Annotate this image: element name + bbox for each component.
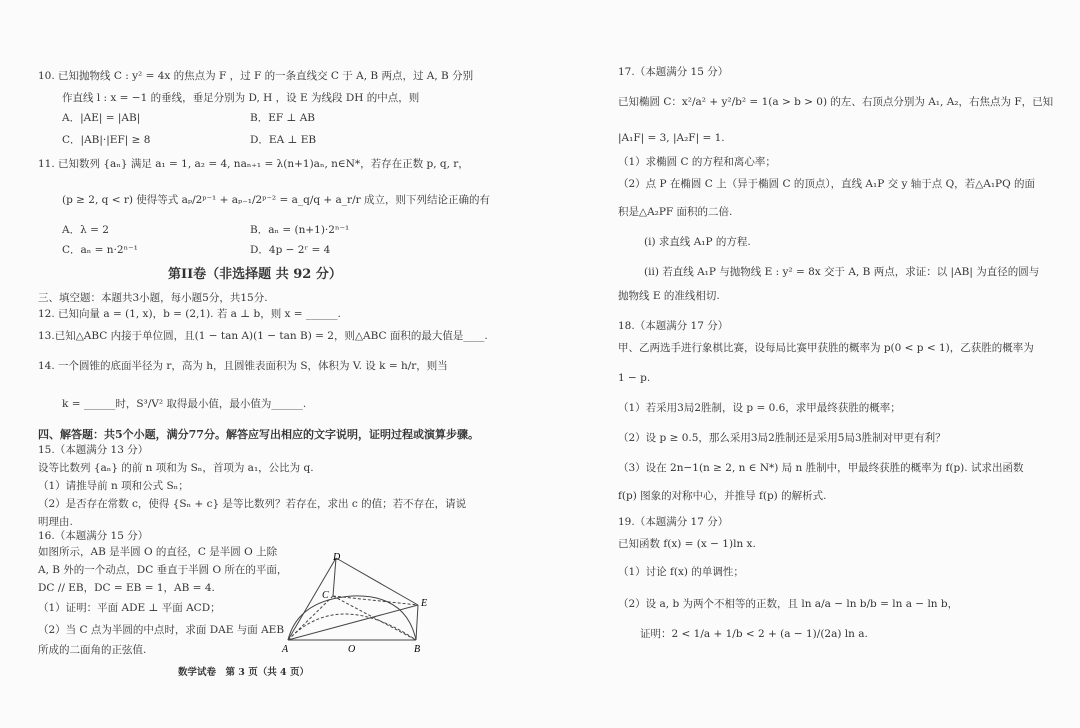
q17-line-1: 已知椭圆 C：x²/a² + y²/b² = 1(a > b > 0) 的左、右顶点分别为 A₁, A₂，右焦点为 F，已知 bbox=[618, 96, 1054, 108]
edge-EB bbox=[416, 605, 418, 640]
q16-line-1: 如图所示，AB 是半圆 O 的直径，C 是半圆 O 上除 bbox=[38, 546, 278, 558]
q15-line-1: 设等比数列 {aₙ} 的前 n 项和为 Sₙ，首项为 a₁，公比为 q. bbox=[38, 462, 314, 474]
q18-line-5: （3）设在 2n−1(n ≥ 2, n ∈ N*) 局 n 胜制中，甲最终获胜的概率为 f(p). 试求出函数 bbox=[618, 462, 1024, 474]
q16-head: 16.（本题满分 15 分） bbox=[38, 530, 149, 542]
q17-head: 17.（本题满分 15 分） bbox=[618, 66, 729, 78]
q19-line-1: 已知函数 f(x) = (x − 1)ln x. bbox=[618, 538, 756, 550]
q11-stem: 11. 已知数列 {aₙ} 满足 a₁ = 1, a₂ = 4, naₙ₊₁ = λ(n+1)aₙ, n∈N*，若存在正数 p, q, r， bbox=[38, 158, 469, 170]
q10-stem: 10. 已知抛物线 C : y² = 4x 的焦点为 F ，过 F 的一条直线交 C 于 A, B 两点，过 A, B 分别 bbox=[38, 70, 474, 82]
q18-line-3: （1）若采用3局2胜制，设 p = 0.6，求甲最终获胜的概率； bbox=[618, 402, 901, 414]
q16-geometry-figure bbox=[278, 548, 438, 658]
q17-line-2: |A₁F| = 3, |A₂F| = 1. bbox=[618, 132, 725, 144]
edge-DA bbox=[288, 558, 336, 640]
q15-head: 15.（本题满分 13 分） bbox=[38, 444, 149, 456]
label-B: B bbox=[414, 644, 421, 655]
semicircle-arc bbox=[288, 596, 416, 640]
q18-line-2: 1 − p. bbox=[618, 372, 651, 384]
q14: 14. 一个圆锥的底面半径为 r，高为 h，且圆锥表面积为 S，体积为 V. 设 k = h/r，则当 bbox=[38, 360, 448, 372]
part2-title: 第II卷（非选择题 共 92 分） bbox=[168, 267, 342, 282]
q15-line-4: 明理由. bbox=[38, 516, 73, 528]
q16-line-2: A, B 外的一个动点，DC 垂直于半圆 O 所在的平面， bbox=[38, 564, 288, 576]
label-O: O bbox=[348, 644, 356, 655]
q19-line-3: （2）设 a, b 为两个不相等的正数，且 ln a/a − ln b/b = ln a − ln b， bbox=[618, 598, 959, 610]
q18-line-4: （2）设 p ≥ 0.5，那么采用3局2胜制还是采用5局3胜制对甲更有利？ bbox=[618, 432, 946, 444]
q17-line-5: 积是△A₂PF 面积的二倍. bbox=[618, 206, 733, 218]
edge-DC bbox=[333, 558, 336, 596]
dashed-arc bbox=[288, 614, 416, 640]
q17-line-4: （2）点 P 在椭圆 C 上（异于椭圆 C 的顶点），直线 A₁P 交 y 轴于点 Q，若△A₁PQ 的面 bbox=[618, 178, 1036, 190]
q10-option-b: B．EF ⊥ AB bbox=[250, 112, 316, 124]
q11-stem-2: (p ≥ 2, q < r) 使得等式 aₚ/2ᵖ⁻¹ + aₚ₋₁/2ᵖ⁻² = a_q/q + a_r/r 成立，则下列结论正确的有 bbox=[62, 194, 490, 206]
q10-option-d: D．EA ⊥ EB bbox=[250, 134, 317, 146]
q19-line-2: （1）讨论 f(x) 的单调性； bbox=[618, 566, 744, 578]
q17-line-3: （1）求椭圆 C 的方程和离心率； bbox=[618, 156, 776, 168]
label-E: E bbox=[421, 598, 428, 609]
q12: 12. 已知向量 a = (1, x)，b = (2,1). 若 a ⊥ b，则 x = ______. bbox=[38, 308, 341, 320]
q11-option-a: A．λ = 2 bbox=[62, 224, 109, 236]
edge-CA bbox=[288, 596, 333, 640]
page-footer: 数学试卷 第 3 页（共 4 页） bbox=[178, 667, 309, 678]
q10-option-a: A．|AE| = |AB| bbox=[62, 112, 141, 124]
q17-line-8: 抛物线 E 的准线相切. bbox=[618, 290, 720, 302]
q16-line-6: 所成的二面角的正弦值. bbox=[38, 644, 147, 656]
solve-header: 四、解答题：共5个小题，满分77分。解答应写出相应的文字说明，证明过程或演算步骤。 bbox=[38, 428, 479, 441]
label-D: D bbox=[333, 552, 341, 563]
q19-line-4: 证明：2 < 1/a + 1/b < 2 + (a − 1)/(2a) ln a. bbox=[640, 628, 868, 640]
label-A: A bbox=[282, 644, 289, 655]
q13: 13.已知△ABC 内接于单位圆，且(1 − tan A)(1 − tan B) = 2，则△ABC 面积的最大值是____. bbox=[38, 330, 488, 342]
edge-CB bbox=[333, 596, 416, 640]
fill-in-header: 三、填空题：本题共3小题，每小题5分，共15分. bbox=[38, 292, 268, 304]
q15-line-3: （2）是否存在常数 c，使得 {Sₙ + c} 是等比数列？若存在，求出 c 的值；若不存在，请说 bbox=[38, 498, 467, 510]
q11-option-c: C．aₙ = n·2ⁿ⁻¹ bbox=[62, 244, 138, 256]
q16-line-3: DC // EB，DC = EB = 1，AB = 4. bbox=[38, 582, 215, 594]
q18-head: 18.（本题满分 17 分） bbox=[618, 320, 729, 332]
q18-line-6: f(p) 图象的对称中心，并推导 f(p) 的解析式. bbox=[618, 490, 827, 502]
q16-line-4: （1）证明：平面 ADE ⊥ 平面 ACD； bbox=[38, 602, 221, 614]
q16-line-5: （2）当 C 点为半圆的中点时，求面 DAE 与面 AEB bbox=[38, 624, 285, 636]
q10-stem-2: 作直线 l : x = −1 的垂线，垂足分别为 D, H ，设 E 为线段 DH 的中点，则 bbox=[62, 92, 420, 104]
q18-line-1: 甲、乙两选手进行象棋比赛，设每局比赛甲获胜的概率为 p(0 < p < 1)，乙获胜的概率为 bbox=[618, 342, 1034, 354]
q17-line-6: (i) 求直线 A₁P 的方程. bbox=[644, 236, 751, 248]
label-C: C bbox=[322, 590, 329, 601]
q19-head: 19.（本题满分 17 分） bbox=[618, 516, 729, 528]
q10-option-c: C．|AB|·|EF| ≥ 8 bbox=[62, 134, 151, 146]
q17-line-7: (ii) 若直线 A₁P 与抛物线 E : y² = 8x 交于 A, B 两点，求证：以 |AB| 为直径的圆与 bbox=[644, 266, 1040, 278]
q11-option-d: D．4p − 2ʳ = 4 bbox=[250, 244, 331, 256]
q14-line-2: k = ______时，S³/V² 取得最小值，最小值为______. bbox=[62, 398, 307, 410]
q15-line-2: （1）请推导前 n 项和公式 Sₙ； bbox=[38, 480, 189, 492]
q11-option-b: B．aₙ = (n+1)·2ⁿ⁻¹ bbox=[250, 224, 350, 236]
